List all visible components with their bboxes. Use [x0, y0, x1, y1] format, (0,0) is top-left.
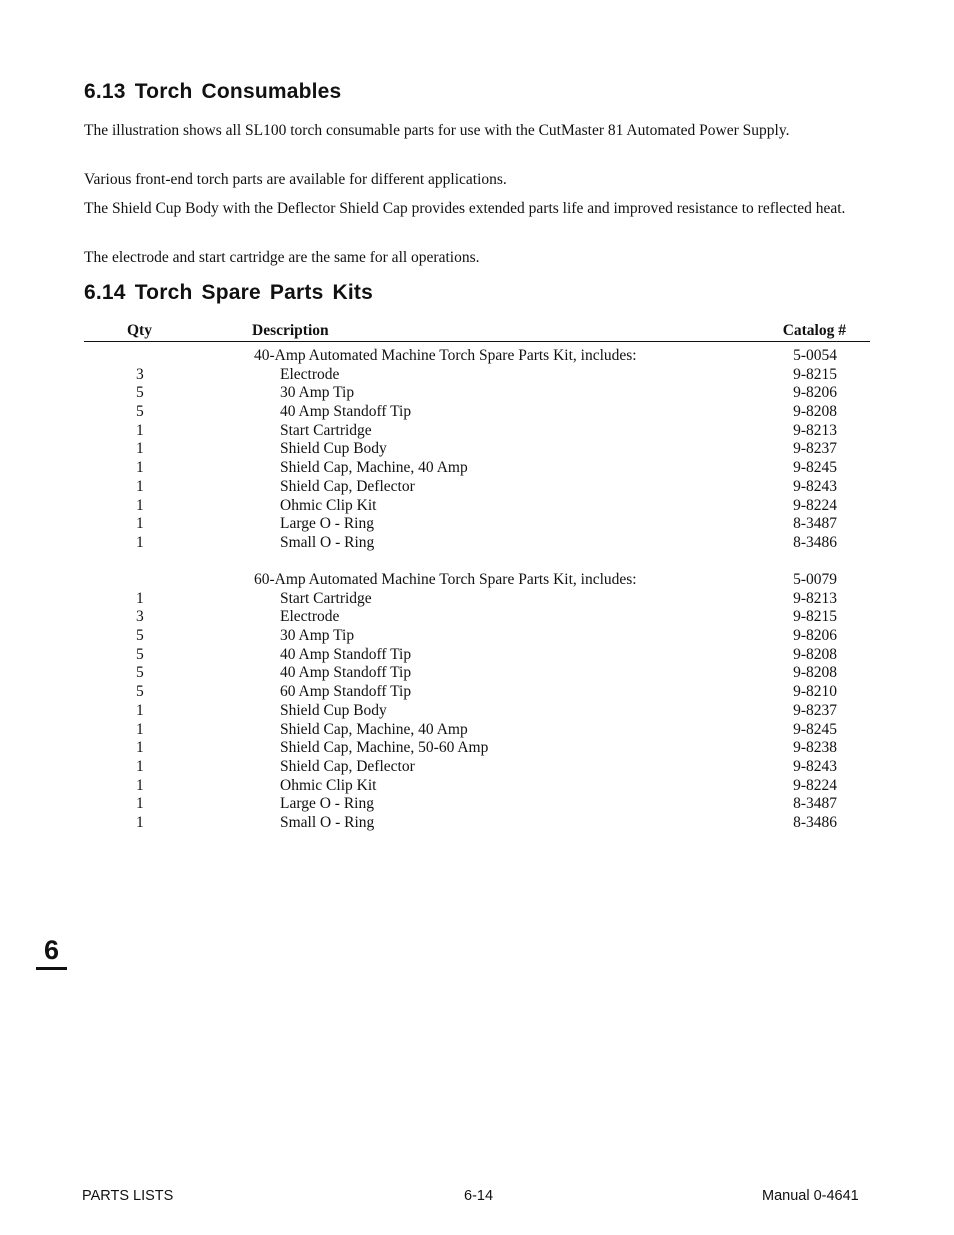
table-row [84, 664, 870, 683]
row-description: Shield Cap, Machine, 40 Amp [280, 720, 468, 738]
row-qty: 1 [136, 720, 144, 738]
kit-catalog-number: 5-0054 [793, 347, 837, 364]
row-catalog: 9-8245 [793, 720, 837, 738]
column-header-description: Description [252, 322, 329, 339]
row-description: Shield Cap, Machine, 50-60 Amp [280, 739, 489, 757]
row-catalog: 9-8237 [793, 701, 837, 719]
row-description: Small O - Ring [280, 533, 375, 551]
paragraph-shield-cup: The Shield Cup Body with the Deflector Shield Cap provides extended parts life and improved resistance to reflected heat. [84, 200, 846, 217]
row-catalog: 9-8237 [793, 440, 837, 458]
table-row [84, 366, 870, 385]
table-row [84, 721, 870, 740]
column-header-catalog: Catalog # [782, 322, 846, 339]
chapter-tab-number: 6 [36, 933, 67, 970]
table-row [84, 608, 870, 627]
footer-manual-number: Manual 0-4641 [762, 1188, 859, 1204]
row-catalog: 9-8215 [793, 608, 837, 626]
row-catalog: 9-8224 [793, 776, 837, 794]
table-row [84, 739, 870, 758]
table-row [84, 702, 870, 721]
row-catalog: 8-3487 [793, 795, 837, 813]
row-qty: 1 [136, 701, 144, 719]
row-description: Ohmic Clip Kit [280, 776, 377, 794]
table-row [84, 646, 870, 665]
row-catalog: 9-8213 [793, 421, 837, 439]
paragraph-front-end-parts: Various front-end torch parts are available for different applications. [84, 171, 507, 188]
row-description: Small O - Ring [280, 813, 375, 831]
row-catalog: 9-8245 [793, 459, 837, 477]
row-qty: 1 [136, 757, 144, 775]
table-row [84, 777, 870, 796]
row-qty: 5 [136, 683, 144, 701]
row-description: Electrode [280, 365, 340, 383]
row-catalog: 9-8206 [793, 384, 837, 402]
row-description: 40 Amp Standoff Tip [280, 645, 412, 663]
row-description: Large O - Ring [280, 795, 374, 813]
row-qty: 5 [136, 664, 144, 682]
table-header-rule [84, 341, 870, 342]
table-row [84, 627, 870, 646]
row-catalog: 9-8206 [793, 627, 837, 645]
kit-title: 60-Amp Automated Machine Torch Spare Parts Kit, includes: [254, 571, 637, 588]
table-row [84, 814, 870, 833]
row-qty: 1 [136, 496, 144, 514]
kit-40-amp-table [84, 347, 870, 553]
column-header-qty: Qty [127, 322, 152, 339]
table-row [84, 795, 870, 814]
row-description: Shield Cap, Machine, 40 Amp [280, 459, 468, 477]
row-catalog: 9-8208 [793, 403, 837, 421]
table-row [84, 403, 870, 422]
kit-title: 40-Amp Automated Machine Torch Spare Parts Kit, includes: [254, 347, 637, 364]
row-qty: 3 [136, 608, 144, 626]
row-description: Shield Cap, Deflector [280, 477, 415, 495]
footer-section-name: PARTS LISTS [82, 1188, 174, 1204]
row-catalog: 9-8243 [793, 757, 837, 775]
paragraph-illustration: The illustration shows all SL100 torch consumable parts for use with the CutMaster 81 Automated Power Supply. [84, 122, 790, 139]
row-qty: 1 [136, 440, 144, 458]
row-qty: 1 [136, 515, 144, 533]
table-row [84, 422, 870, 441]
row-description: Large O - Ring [280, 515, 374, 533]
section-614-heading: 6.14 Torch Spare Parts Kits [84, 281, 373, 304]
row-catalog: 8-3486 [793, 813, 837, 831]
row-catalog: 9-8210 [793, 683, 837, 701]
row-qty: 1 [136, 421, 144, 439]
row-catalog: 9-8213 [793, 589, 837, 607]
row-description: Ohmic Clip Kit [280, 496, 377, 514]
parts-table-header [84, 322, 870, 342]
table-row [84, 478, 870, 497]
row-catalog: 9-8208 [793, 664, 837, 682]
table-row [84, 459, 870, 478]
row-description: Shield Cap, Deflector [280, 757, 415, 775]
table-row [84, 497, 870, 516]
row-description: Electrode [280, 608, 340, 626]
row-description: 30 Amp Tip [280, 384, 355, 402]
row-description: 30 Amp Tip [280, 627, 355, 645]
row-catalog: 8-3487 [793, 515, 837, 533]
row-qty: 5 [136, 384, 144, 402]
row-description: Start Cartridge [280, 589, 372, 607]
table-row [84, 683, 870, 702]
row-description: 40 Amp Standoff Tip [280, 664, 412, 682]
row-description: 40 Amp Standoff Tip [280, 403, 412, 421]
paragraph-electrode: The electrode and start cartridge are the same for all operations. [84, 249, 480, 266]
row-catalog: 9-8238 [793, 739, 837, 757]
row-qty: 1 [136, 533, 144, 551]
table-row [84, 440, 870, 459]
row-qty: 1 [136, 459, 144, 477]
row-catalog: 9-8215 [793, 365, 837, 383]
row-catalog: 9-8224 [793, 496, 837, 514]
row-qty: 5 [136, 403, 144, 421]
row-catalog: 9-8243 [793, 477, 837, 495]
table-row [84, 515, 870, 534]
row-catalog: 8-3486 [793, 533, 837, 551]
row-catalog: 9-8208 [793, 645, 837, 663]
section-613-heading: 6.13 Torch Consumables [84, 80, 342, 103]
row-qty: 1 [136, 776, 144, 794]
row-description: 60 Amp Standoff Tip [280, 683, 412, 701]
table-row [84, 534, 870, 553]
table-row [84, 758, 870, 777]
row-qty: 1 [136, 589, 144, 607]
kit-60-amp-table [84, 571, 870, 833]
kit-catalog-number: 5-0079 [793, 571, 837, 588]
row-qty: 3 [136, 365, 144, 383]
row-qty: 5 [136, 645, 144, 663]
row-qty: 1 [136, 477, 144, 495]
row-qty: 1 [136, 813, 144, 831]
row-qty: 1 [136, 739, 144, 757]
table-row [84, 590, 870, 609]
row-qty: 5 [136, 627, 144, 645]
row-description: Shield Cup Body [280, 440, 387, 458]
kit-title-row [84, 571, 870, 590]
row-qty: 1 [136, 795, 144, 813]
kit-title-row [84, 347, 870, 366]
footer-page-number: 6-14 [464, 1188, 494, 1204]
table-row [84, 384, 870, 403]
row-description: Start Cartridge [280, 421, 372, 439]
row-description: Shield Cup Body [280, 701, 387, 719]
